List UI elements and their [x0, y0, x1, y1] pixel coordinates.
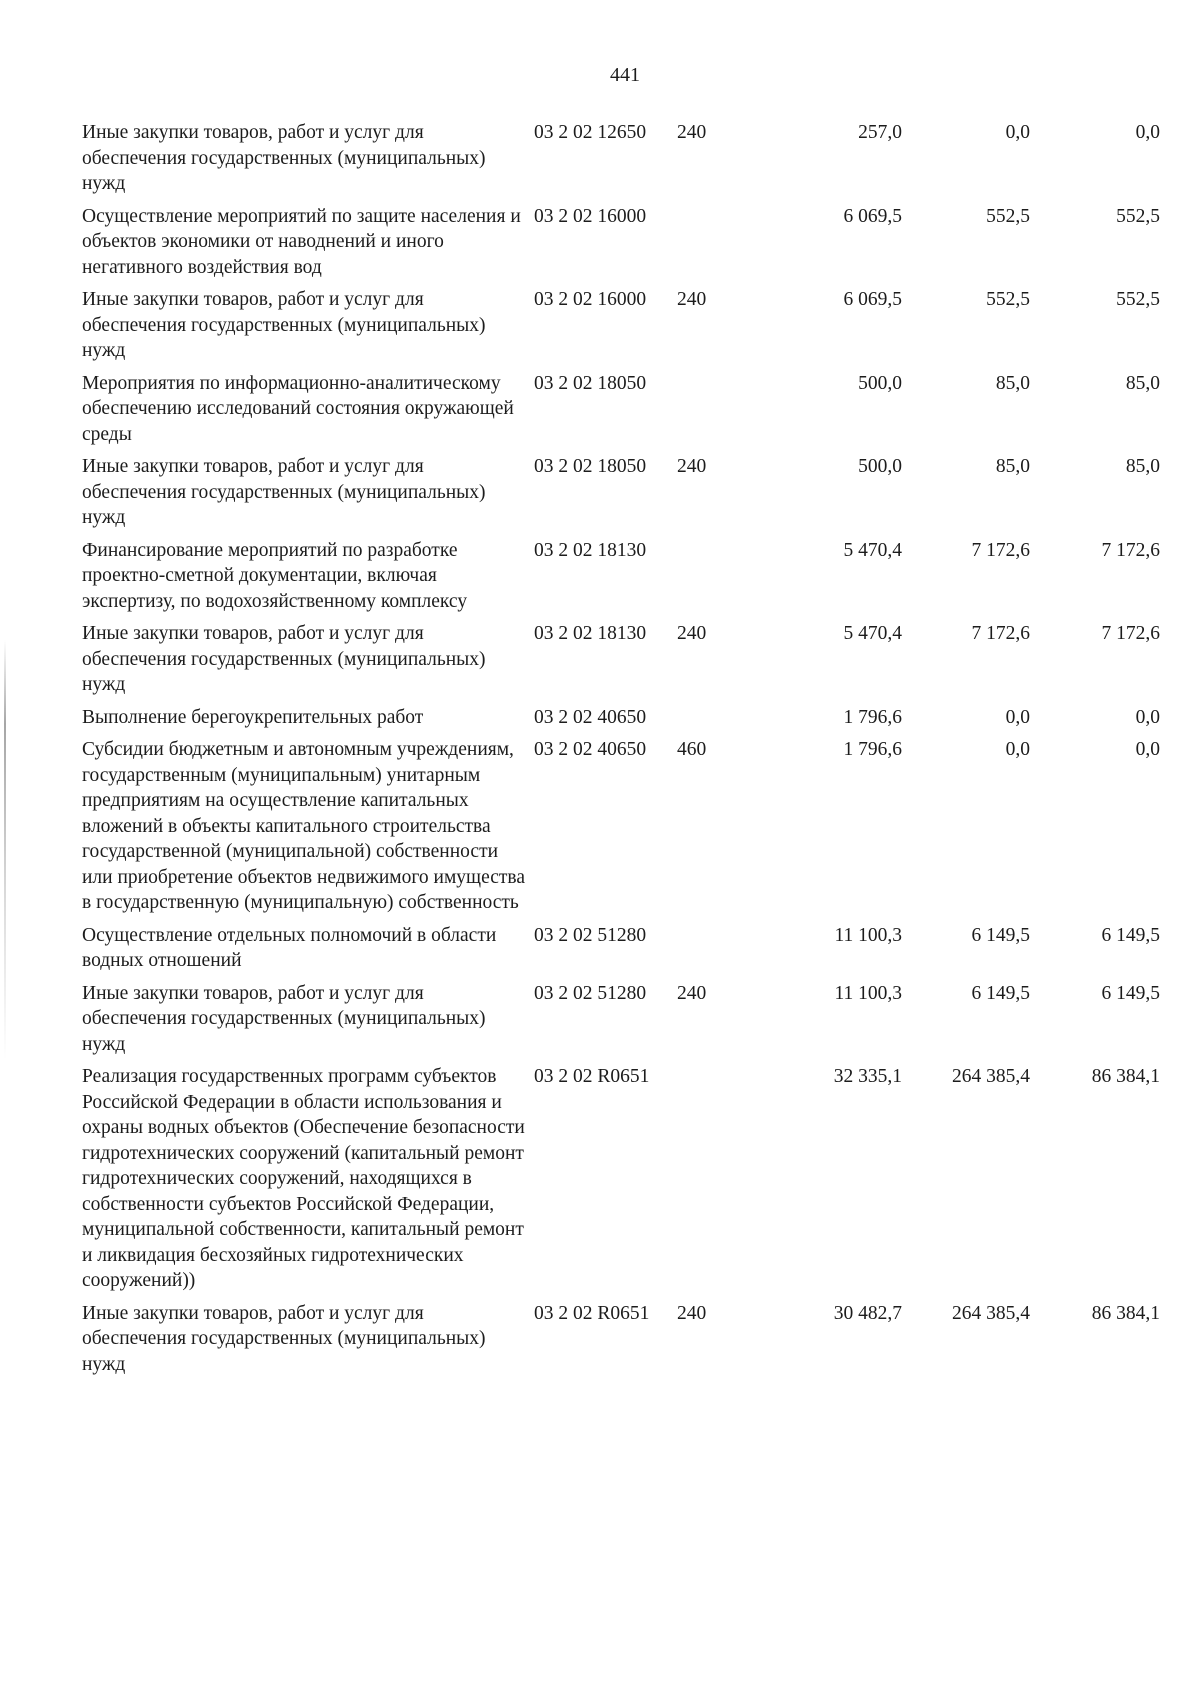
table-row: [82, 287, 1160, 371]
row-expense-type: 240: [677, 982, 707, 1004]
row-target-code: 03 2 02 51280: [534, 924, 647, 946]
row-expense-type: [677, 923, 732, 981]
row-value-year-2: 264 385,4: [952, 1302, 1030, 1324]
table-row: [82, 981, 1160, 1065]
row-value-year-2: 0,0: [1005, 122, 1030, 143]
row-value-year-1: 11 100,3: [834, 924, 902, 946]
row-value-year-1: 1 796,6: [843, 739, 902, 760]
row-expense-type: 240: [677, 623, 707, 644]
table-row: [82, 737, 1160, 923]
row-value-year-2: 7 172,6: [971, 539, 1030, 561]
row-expense-type: [677, 371, 732, 455]
row-value-year-3: 0,0: [1135, 706, 1160, 728]
row-expense-type: 460: [677, 739, 707, 760]
scan-edge-mark: [4, 640, 6, 1060]
budget-table-body: [82, 120, 1160, 1384]
table-row: [82, 538, 1160, 622]
table-row: [82, 923, 1160, 981]
page-number: 441: [610, 64, 640, 86]
row-name: Осуществление мероприятий по защите населения и объектов экономики от наводнений и иного негативного воздействия вод: [82, 205, 521, 278]
row-value-year-3: 6 149,5: [1101, 982, 1160, 1004]
row-value-year-2: 0,0: [1005, 706, 1030, 728]
row-name: Иные закупки товаров, работ и услуг для обеспечения государственных (муниципальных) нужд: [82, 289, 486, 361]
row-target-code: 03 2 02 16000: [534, 289, 647, 310]
table-row: [82, 204, 1160, 288]
row-expense-type: [677, 538, 732, 622]
row-name: Реализация государственных программ субъектов Российской Федерации в области использования и охраны водных объектов (Обеспечение безопасности гидротехнических сооружений (капитальный ремонт гидротехнических сооружений, находящихся в собственности субъектов Российской Федерации, муниципальной собственности, капитальный ремонт и ликвидация бесхозяйных гидротехнических сооружений)): [82, 1066, 525, 1291]
row-value-year-3: 7 172,6: [1101, 623, 1160, 644]
row-expense-type: 240: [677, 289, 707, 310]
row-value-year-2: 552,5: [986, 289, 1030, 310]
row-name: Мероприятия по информационно-аналитическому обеспечению исследований состояния окружающей среды: [82, 372, 514, 445]
row-name: Осуществление отдельных полномочий в области водных отношений: [82, 924, 497, 971]
row-value-year-3: 6 149,5: [1101, 924, 1160, 946]
row-value-year-1: 6 069,5: [843, 205, 902, 227]
row-name: Иные закупки товаров, работ и услуг для обеспечения государственных (муниципальных) нужд: [82, 456, 486, 528]
row-name: Выполнение берегоукрепительных работ: [82, 706, 424, 728]
row-expense-type: 240: [677, 1302, 707, 1324]
row-value-year-2: 85,0: [995, 456, 1030, 477]
row-name: Иные закупки товаров, работ и услуг для обеспечения государственных (муниципальных) нужд: [82, 122, 486, 194]
table-row: [82, 705, 1160, 738]
table-row: [82, 371, 1160, 455]
row-target-code: 03 2 02 18050: [534, 372, 647, 394]
row-target-code: 03 2 02 40650: [534, 706, 647, 728]
row-value-year-3: 85,0: [1125, 456, 1160, 477]
row-value-year-1: 5 470,4: [843, 623, 902, 644]
row-value-year-2: 0,0: [1005, 739, 1030, 760]
row-target-code: 03 2 02 R0651: [534, 1066, 650, 1087]
row-value-year-2: 552,5: [986, 205, 1030, 227]
row-expense-type: [677, 1064, 732, 1301]
row-target-code: 03 2 02 18050: [534, 456, 647, 477]
row-target-code: 03 2 02 40650: [534, 739, 647, 760]
row-expense-type: [677, 204, 732, 288]
row-value-year-3: 0,0: [1135, 739, 1160, 760]
row-target-code: 03 2 02 51280: [534, 982, 647, 1004]
row-name: Финансирование мероприятий по разработке проектно-сметной документации, включая экспертизу, по водохозяйственному комплексу: [82, 539, 468, 612]
row-value-year-3: 0,0: [1135, 122, 1160, 143]
row-value-year-3: 86 384,1: [1091, 1302, 1160, 1324]
row-name: Иные закупки товаров, работ и услуг для обеспечения государственных (муниципальных) нужд: [82, 982, 486, 1055]
table-row: [82, 1301, 1160, 1385]
row-value-year-2: 264 385,4: [952, 1066, 1030, 1087]
row-value-year-1: 1 796,6: [843, 706, 902, 728]
row-value-year-1: 500,0: [858, 372, 902, 394]
row-value-year-1: 6 069,5: [843, 289, 902, 310]
row-value-year-1: 32 335,1: [833, 1066, 902, 1087]
row-value-year-3: 552,5: [1116, 289, 1160, 310]
row-value-year-3: 7 172,6: [1101, 539, 1160, 561]
row-value-year-2: 85,0: [995, 372, 1030, 394]
row-target-code: 03 2 02 16000: [534, 205, 647, 227]
row-value-year-1: 30 482,7: [833, 1302, 902, 1324]
row-value-year-1: 11 100,3: [834, 982, 902, 1004]
row-value-year-3: 552,5: [1116, 205, 1160, 227]
table-row: [82, 454, 1160, 538]
budget-table: [82, 120, 1160, 1384]
row-name: Иные закупки товаров, работ и услуг для обеспечения государственных (муниципальных) нужд: [82, 1302, 486, 1375]
table-row: [82, 1064, 1160, 1301]
row-value-year-1: 500,0: [858, 456, 902, 477]
row-expense-type: 240: [677, 456, 707, 477]
row-value-year-2: 6 149,5: [971, 924, 1030, 946]
table-row: [82, 621, 1160, 705]
row-target-code: 03 2 02 12650: [534, 122, 647, 143]
row-value-year-2: 6 149,5: [971, 982, 1030, 1004]
row-value-year-1: 257,0: [858, 122, 902, 143]
row-value-year-2: 7 172,6: [971, 623, 1030, 644]
row-value-year-3: 86 384,1: [1091, 1066, 1160, 1087]
row-expense-type: 240: [677, 122, 707, 143]
row-expense-type: [677, 705, 732, 738]
table-row: [82, 120, 1160, 204]
row-target-code: 03 2 02 18130: [534, 539, 647, 561]
row-value-year-1: 5 470,4: [843, 539, 902, 561]
row-name: Иные закупки товаров, работ и услуг для обеспечения государственных (муниципальных) нужд: [82, 623, 486, 695]
row-value-year-3: 85,0: [1125, 372, 1160, 394]
row-name: Субсидии бюджетным и автономным учреждениям, государственным (муниципальным) унитарным предприятиям на осуществление капитальных вложений в объекты капитального строительства государственной (муниципальной) собственности или приобретение объектов недвижимого имущества в государственную (муниципальную) собственность: [82, 739, 525, 913]
row-target-code: 03 2 02 R0651: [534, 1302, 650, 1324]
row-target-code: 03 2 02 18130: [534, 623, 647, 644]
